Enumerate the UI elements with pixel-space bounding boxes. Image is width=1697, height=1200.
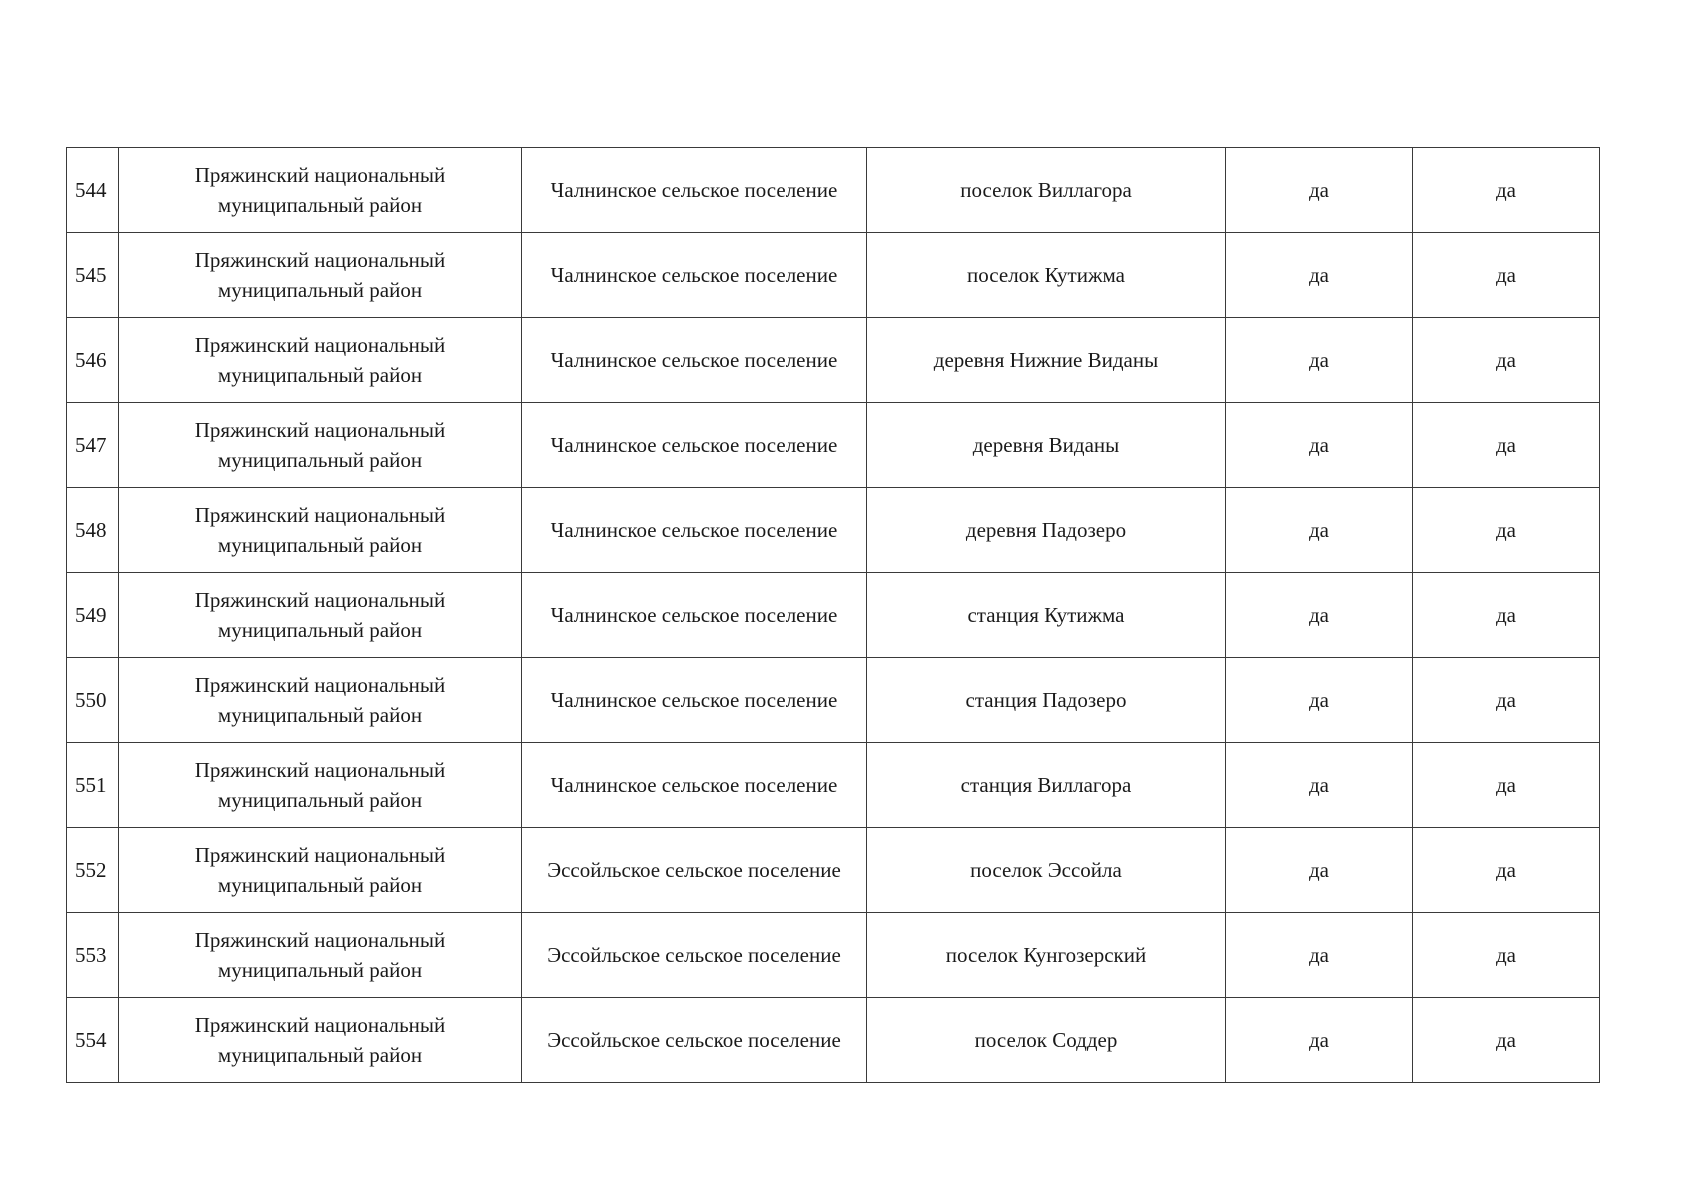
flag-cell-col5: да bbox=[1226, 743, 1413, 828]
district-name-line1: Пряжинский национальный bbox=[194, 588, 446, 612]
locality-cell: деревня Виданы bbox=[867, 403, 1226, 488]
row-number-cell: 550 bbox=[67, 658, 119, 743]
flag-cell-col5: да bbox=[1226, 403, 1413, 488]
flag-cell-col5: да bbox=[1226, 148, 1413, 233]
row-number-cell: 544 bbox=[67, 148, 119, 233]
table-row bbox=[67, 233, 1600, 318]
table-row bbox=[67, 573, 1600, 658]
row-number-cell: 546 bbox=[67, 318, 119, 403]
flag-cell-col6: да bbox=[1413, 403, 1600, 488]
district-cell bbox=[119, 913, 522, 998]
district-name-line2: муниципальный район bbox=[217, 533, 423, 557]
row-number-cell: 552 bbox=[67, 828, 119, 913]
flag-cell-col6: да bbox=[1413, 233, 1600, 318]
settlement-cell: Чалнинское сельское поселение bbox=[522, 488, 867, 573]
district-name-line2: муниципальный район bbox=[217, 873, 423, 897]
locality-cell: поселок Соддер bbox=[867, 998, 1226, 1083]
district-cell bbox=[119, 403, 522, 488]
flag-cell-col6: да bbox=[1413, 658, 1600, 743]
settlement-cell: Эссойльское сельское поселение bbox=[522, 913, 867, 998]
flag-cell-col6: да bbox=[1413, 148, 1600, 233]
district-cell bbox=[119, 233, 522, 318]
flag-cell-col5: да bbox=[1226, 658, 1413, 743]
district-name-line2: муниципальный район bbox=[217, 1043, 423, 1067]
district-name-line1: Пряжинский национальный bbox=[194, 1013, 446, 1037]
table-row bbox=[67, 488, 1600, 573]
row-number-cell: 545 bbox=[67, 233, 119, 318]
table-row bbox=[67, 743, 1600, 828]
district-cell bbox=[119, 828, 522, 913]
table-row bbox=[67, 318, 1600, 403]
flag-cell-col6: да bbox=[1413, 913, 1600, 998]
table-body bbox=[67, 148, 1600, 1083]
flag-cell-col5: да bbox=[1226, 488, 1413, 573]
district-cell bbox=[119, 998, 522, 1083]
district-cell bbox=[119, 658, 522, 743]
district-name-line2: муниципальный район bbox=[217, 618, 423, 642]
row-number-cell: 551 bbox=[67, 743, 119, 828]
settlement-cell: Чалнинское сельское поселение bbox=[522, 318, 867, 403]
district-cell bbox=[119, 573, 522, 658]
district-cell bbox=[119, 148, 522, 233]
settlement-cell: Чалнинское сельское поселение bbox=[522, 658, 867, 743]
settlement-cell: Чалнинское сельское поселение bbox=[522, 743, 867, 828]
district-cell bbox=[119, 743, 522, 828]
locality-cell: деревня Падозеро bbox=[867, 488, 1226, 573]
district-name-line1: Пряжинский национальный bbox=[194, 333, 446, 357]
district-name-line1: Пряжинский национальный bbox=[194, 843, 446, 867]
flag-cell-col5: да bbox=[1226, 318, 1413, 403]
row-number-cell: 548 bbox=[67, 488, 119, 573]
settlement-cell: Чалнинское сельское поселение bbox=[522, 233, 867, 318]
flag-cell-col5: да bbox=[1226, 233, 1413, 318]
settlement-cell: Чалнинское сельское поселение bbox=[522, 403, 867, 488]
district-cell bbox=[119, 488, 522, 573]
district-name-line2: муниципальный район bbox=[217, 278, 423, 302]
row-number-cell: 549 bbox=[67, 573, 119, 658]
table-row bbox=[67, 658, 1600, 743]
settlement-cell: Эссойльское сельское поселение bbox=[522, 998, 867, 1083]
table-row bbox=[67, 913, 1600, 998]
flag-cell-col5: да bbox=[1226, 913, 1413, 998]
locality-cell: станция Виллагора bbox=[867, 743, 1226, 828]
district-name-line2: муниципальный район bbox=[217, 363, 423, 387]
locality-cell: поселок Виллагора bbox=[867, 148, 1226, 233]
district-name-line2: муниципальный район bbox=[217, 958, 423, 982]
flag-cell-col6: да bbox=[1413, 828, 1600, 913]
flag-cell-col6: да bbox=[1413, 573, 1600, 658]
locality-cell: поселок Кутижма bbox=[867, 233, 1226, 318]
district-name-line1: Пряжинский национальный bbox=[194, 673, 446, 697]
table-row bbox=[67, 998, 1600, 1083]
flag-cell-col6: да bbox=[1413, 488, 1600, 573]
settlement-cell: Эссойльское сельское поселение bbox=[522, 828, 867, 913]
locality-cell: поселок Эссойла bbox=[867, 828, 1226, 913]
settlement-cell: Чалнинское сельское поселение bbox=[522, 148, 867, 233]
district-name-line2: муниципальный район bbox=[217, 448, 423, 472]
district-name-line1: Пряжинский национальный bbox=[194, 163, 446, 187]
table-row bbox=[67, 828, 1600, 913]
district-cell bbox=[119, 318, 522, 403]
table-row bbox=[67, 403, 1600, 488]
locality-cell: станция Падозеро bbox=[867, 658, 1226, 743]
row-number-cell: 553 bbox=[67, 913, 119, 998]
flag-cell-col6: да bbox=[1413, 318, 1600, 403]
district-name-line1: Пряжинский национальный bbox=[194, 758, 446, 782]
locality-cell: поселок Кунгозерский bbox=[867, 913, 1226, 998]
locality-cell: деревня Нижние Виданы bbox=[867, 318, 1226, 403]
district-name-line1: Пряжинский национальный bbox=[194, 418, 446, 442]
district-name-line2: муниципальный район bbox=[217, 703, 423, 727]
flag-cell-col5: да bbox=[1226, 828, 1413, 913]
flag-cell-col6: да bbox=[1413, 743, 1600, 828]
district-name-line2: муниципальный район bbox=[217, 193, 423, 217]
table-row bbox=[67, 148, 1600, 233]
flag-cell-col5: да bbox=[1226, 998, 1413, 1083]
row-number-cell: 554 bbox=[67, 998, 119, 1083]
flag-cell-col5: да bbox=[1226, 573, 1413, 658]
district-name-line2: муниципальный район bbox=[217, 788, 423, 812]
settlement-cell: Чалнинское сельское поселение bbox=[522, 573, 867, 658]
district-name-line1: Пряжинский национальный bbox=[194, 503, 446, 527]
settlements-table bbox=[66, 147, 1600, 1083]
locality-cell: станция Кутижма bbox=[867, 573, 1226, 658]
district-name-line1: Пряжинский национальный bbox=[194, 928, 446, 952]
flag-cell-col6: да bbox=[1413, 998, 1600, 1083]
row-number-cell: 547 bbox=[67, 403, 119, 488]
district-name-line1: Пряжинский национальный bbox=[194, 248, 446, 272]
